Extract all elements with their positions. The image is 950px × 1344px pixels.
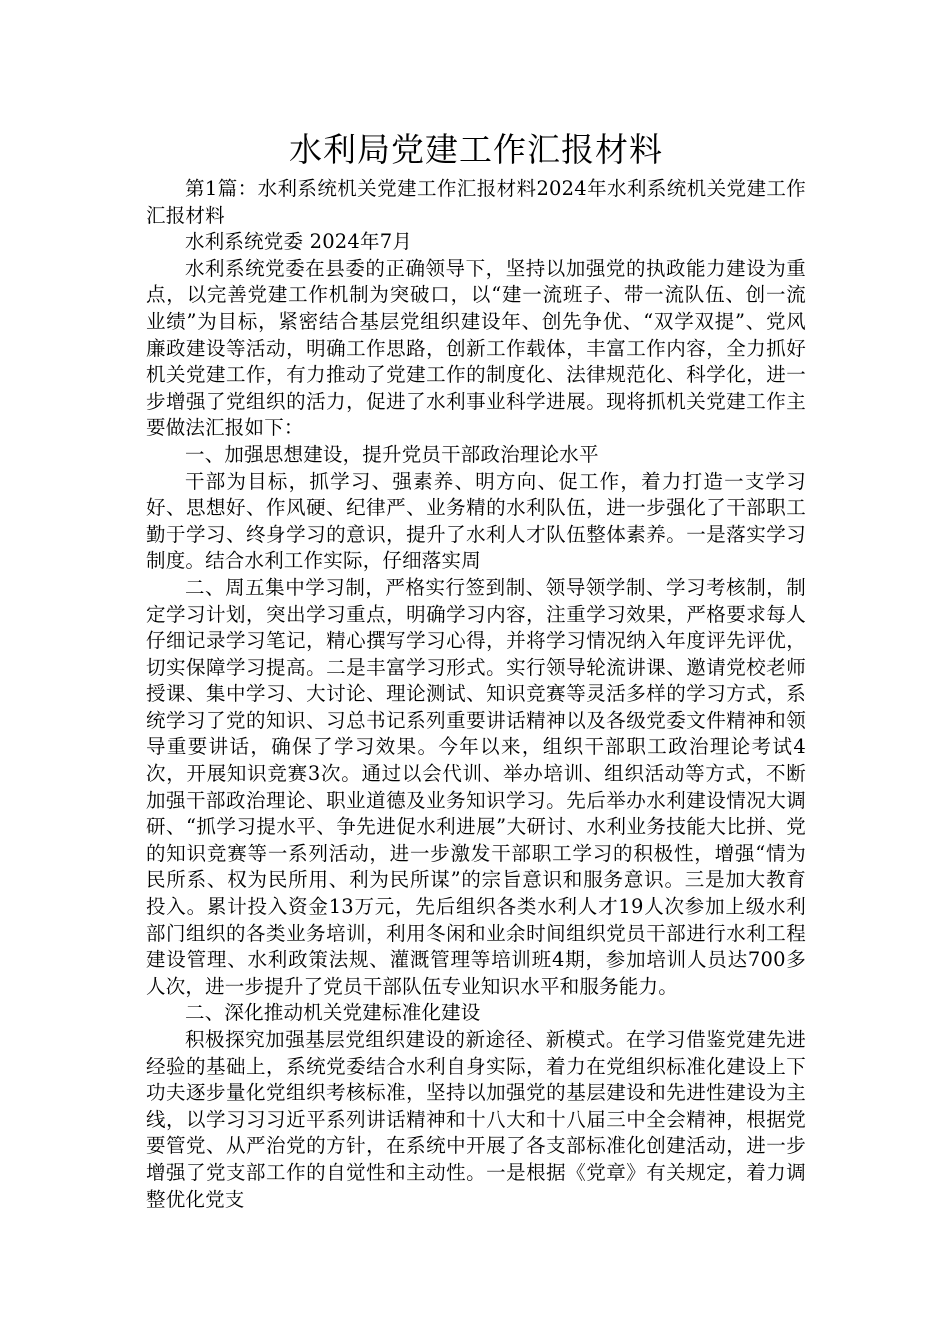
paragraph-body-2: 二、周五集中学习制，严格实行签到制、领导领学制、学习考核制，制定学习计划，突出学习重点，明确学习内容，注重学习效果，严格要求每人仔细记录学习笔记，精心撰写学习心得，并将学习情况纳入年度评先评优，切实保障学习提高。二是丰富学习形式。实行领导轮流讲课、邀请党校老师授课、集中学习、大讨论、理论测试、知识竞赛等灵活多样的学习方式，系统学习了党的知识、习总书记系列重要讲话精神以及各级党委文件精神和领导重要讲话，确保了学习效果。今年以来，组织干部职工政治理论考试4次，开展知识竞赛3次。通过以会代训、举办培训、组织活动等方式，不断加强干部政治理论、职业道德及业务知识学习。先后举办水利建设情况大调研、“抓学习提水平、争先进促水利进展”大研讨、水利业务技能大比拼、党的知识竞赛等一系列活动，进一步激发干部职工学习的积极性，增强“情为民所系、权为民所用、利为民所谋”的宗旨意识和服务意识。三是加大教育投入。累计投入资金13万元，先后组织各类水利人才19人次参加上级水利部门组织的各类业务培训，利用冬闲和业余时间组织党员干部进行水利工程建设管理、水利政策法规、灌溉管理等培训班4期，参加培训人员达700多人次，进一步提升了党员干部队伍专业知识水平和服务能力。 [146, 575, 806, 998]
paragraph-author-date: 水利系统党委 2024年7月 [185, 230, 413, 254]
document-title: 水利局党建工作汇报材料 [289, 130, 663, 169]
paragraph-heading-1: 第1篇：水利系统机关党建工作汇报材料2024年水利系统机关党建工作汇报材料 [146, 177, 806, 227]
paragraph-intro: 水利系统党委在县委的正确领导下，坚持以加强党的执政能力建设为重点，以完善党建工作机制为突破口，以“建一流班子、带一流队伍、创一流业绩”为目标，紧密结合基层党组织建设年、创先争优、“双学双提”、党风廉政建设等活动，明确工作思路，创新工作载体，丰富工作内容，全力抓好机关党建工作，有力推动了党建工作的制度化、法律规范化、科学化，进一步增强了党组织的活力，促进了水利事业科学进展。现将抓机关党建工作主要做法汇报如下： [146, 256, 806, 440]
paragraph-body-1: 干部为目标，抓学习、强素养、明方向、促工作，着力打造一支学习好、思想好、作风硬、纪律严、业务精的水利队伍，进一步强化了干部职工勤于学习、终身学习的意识，提升了水利人才队伍整体素养。一是落实学习制度。结合水利工作实际，仔细落实周 [146, 469, 806, 573]
section-heading-1: 一、加强思想建设，提升党员干部政治理论水平 [185, 442, 599, 466]
paragraph-body-3: 积极探究加强基层党组织建设的新途径、新模式。在学习借鉴党建先进经验的基础上，系统党委结合水利自身实际，着力在党组织标准化建设上下功夫逐步量化党组织考核标准，坚持以加强党的基层建设和先进性建设为主线，以学习习习近平系列讲话精神和十八大和十八届三中全会精神，根据党要管党、从严治党的方针，在系统中开展了各支部标准化创建活动，进一步增强了党支部工作的自觉性和主动性。一是根据《党章》有关规定，着力调整优化党支 [146, 1028, 806, 1211]
section-heading-2: 二、深化推动机关党建标准化建设 [185, 1001, 481, 1025]
document-page [146, 128, 806, 1213]
